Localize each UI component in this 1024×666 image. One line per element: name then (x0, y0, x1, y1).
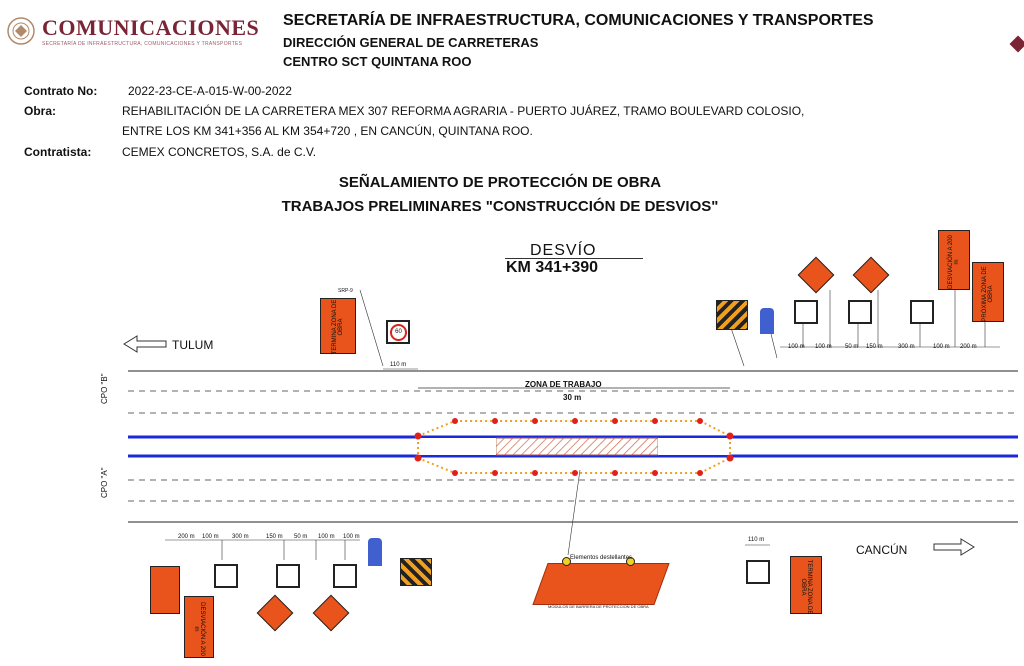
dist-bottom-0: 200 m (178, 534, 195, 540)
sign-speed-top (386, 320, 410, 344)
header-line1: SECRETARÍA DE INFRAESTRUCTURA, COMUNICACIONES Y TRANSPORTES (283, 12, 874, 29)
sign-proxima-top (972, 262, 1004, 322)
sign-speed-top-3 (848, 300, 872, 324)
desvio-label: DESVÍO (530, 242, 597, 259)
sign-desviacion-top-text: DESVIACIÓN A 200 m (948, 235, 960, 289)
contrato-value: 2022-23-CE-A-015-W-00-2022 (128, 84, 292, 98)
sign-speed-bottom-1 (214, 564, 238, 588)
dist-top-5: 100 m (933, 344, 950, 350)
sign-code-top-1: SRP-9 (338, 288, 353, 294)
barricade-top (716, 300, 748, 330)
header-line2: DIRECCIÓN GENERAL DE CARRETERAS (283, 35, 539, 50)
sign-terminal-top-text: TERMINA ZONA DE OBRA (332, 299, 344, 355)
sign-speed-top-2 (794, 300, 818, 324)
dist-top-3: 150 m (866, 344, 883, 350)
cpo-b-label: CPO "B" (100, 373, 109, 404)
cpo-a-label: CPO "A" (100, 467, 109, 498)
sign-desviacion-top (938, 230, 970, 290)
sign-speed-bottom-2 (276, 564, 300, 588)
sign-proxima-top-text: PRÓXIMA ZONA DE OBRA (982, 266, 994, 322)
logo-subtitle: SECRETARÍA DE INFRAESTRUCTURA, COMUNICACIONES Y TRANSPORTES (42, 41, 243, 47)
sign-panel-bottom-left (150, 566, 180, 614)
diagram-title-1: SEÑALAMIENTO DE PROTECCIÓN DE OBRA (338, 174, 662, 191)
desvio-km: KM 341+390 (506, 259, 599, 276)
sign-terminal-bottom (790, 556, 822, 614)
dist-bottom-3: 150 m (266, 534, 283, 540)
logo-text: COMUNICACIONES (42, 15, 260, 40)
dist-top-4: 300 m (898, 344, 915, 350)
diagram-title-2: TRABAJOS PRELIMINARES "CONSTRUCCIÓN DE DESVIOS" (281, 198, 719, 215)
dist-bottom-4: 50 m (294, 534, 308, 540)
sign-terminal-top (320, 298, 356, 354)
flagger-top (760, 308, 774, 334)
speed-top-circle: 60 (390, 324, 407, 341)
dist-bottom-2: 300 m (232, 534, 249, 540)
dist-bottom-right: 110 m (748, 537, 765, 543)
obra-line1: REHABILITACIÓN DE LA CARRETERA MEX 307 REFORMA AGRARIA - PUERTO JUÁREZ, TRAMO BOULEVARD COLOSIO, (122, 104, 805, 118)
header-line3: CENTRO SCT QUINTANA ROO (283, 54, 472, 69)
sign-speed-bottom-3 (333, 564, 357, 588)
sign-desviacion-bottom (184, 596, 214, 658)
tulum-label: TULUM (172, 338, 214, 352)
sign-terminal-bottom-text: TERMINA ZONA DE OBRA (800, 559, 812, 615)
sign-desviacion-bottom-text: DESVIACIÓN A 200 m (193, 602, 205, 656)
dist-top-6: 200 m (960, 344, 977, 350)
dist-top-0: 100 m (788, 344, 805, 350)
cancun-label: CANCÚN (856, 543, 908, 557)
contrato-label: Contrato No: (24, 84, 98, 98)
dist-top-2: 50 m (845, 344, 859, 350)
dist-bottom-6: 100 m (343, 534, 360, 540)
dist-top-1: 100 m (815, 344, 832, 350)
obra-label: Obra: (24, 104, 57, 118)
dist-bottom-1: 100 m (202, 534, 219, 540)
dist-bottom-5: 100 m (318, 534, 335, 540)
elementos-label: Elementos destellantes (570, 555, 633, 561)
zona-distance: 30 m (563, 393, 582, 402)
barrier-module (532, 563, 669, 605)
dist-top-left: 110 m (390, 362, 407, 368)
sign-speed-bottom-right (746, 560, 770, 584)
flagger-bottom (368, 538, 382, 566)
barricade-bottom (400, 558, 432, 586)
barrier-caption: MODULOS DE BARRERA DE PROTECCION DE OBRA (548, 604, 649, 609)
sign-speed-top-4 (910, 300, 934, 324)
obra-line2: ENTRE LOS KM 341+356 AL KM 354+720 , EN CANCÚN, QUINTANA ROO. (122, 124, 533, 138)
contratista-value: CEMEX CONCRETOS, S.A. de C.V. (122, 145, 317, 159)
zona-label: ZONA DE TRABAJO (525, 380, 602, 389)
contratista-label: Contratista: (24, 145, 92, 159)
